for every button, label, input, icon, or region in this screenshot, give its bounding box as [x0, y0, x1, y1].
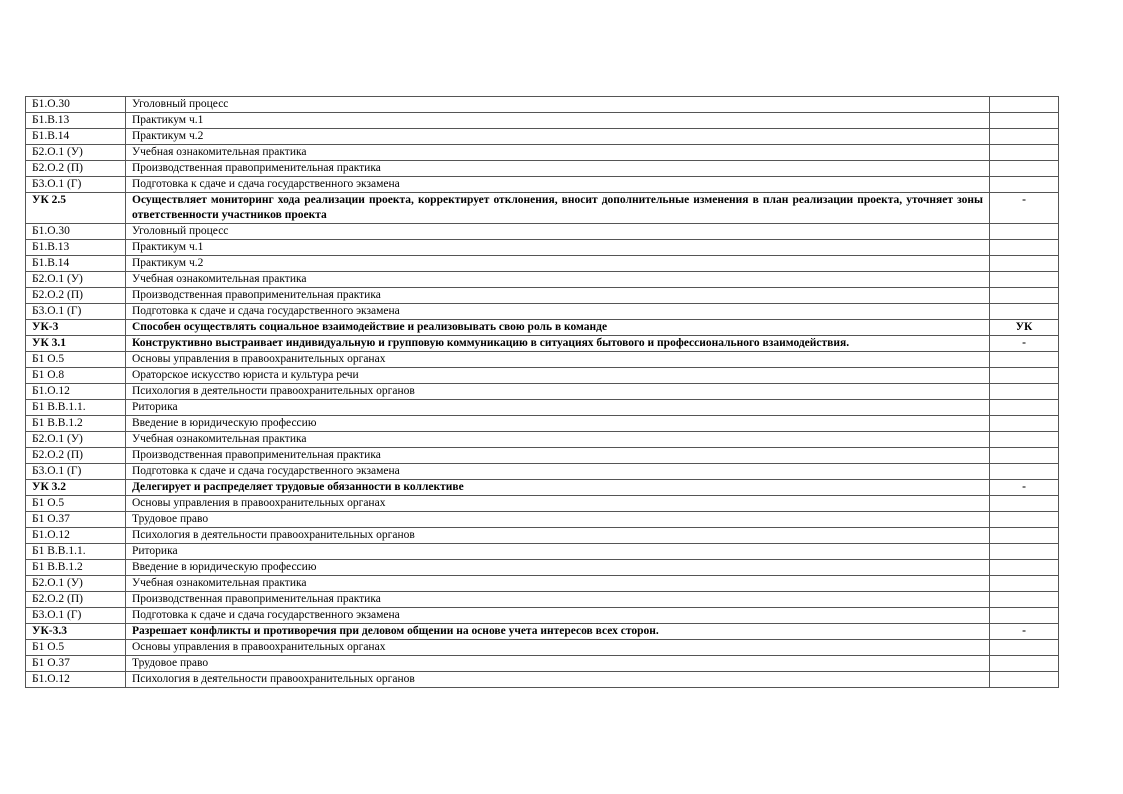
- mark-cell: [990, 113, 1059, 129]
- discipline-row: [26, 129, 1059, 145]
- discipline-name-cell: Психология в деятельности правоохранительных органов: [126, 528, 990, 544]
- mark-cell: [990, 592, 1059, 608]
- discipline-row: [26, 113, 1059, 129]
- discipline-name-cell: Риторика: [126, 544, 990, 560]
- discipline-code-cell: Б2.О.1 (У): [26, 272, 126, 288]
- discipline-name-cell: Производственная правоприменительная практика: [126, 288, 990, 304]
- discipline-row: [26, 672, 1059, 688]
- discipline-name-cell: Практикум ч.2: [126, 256, 990, 272]
- mark-cell: [990, 528, 1059, 544]
- competency-row: [26, 320, 1059, 336]
- mark-cell: [990, 304, 1059, 320]
- discipline-row: [26, 656, 1059, 672]
- mark-cell: [990, 512, 1059, 528]
- discipline-name-cell: Трудовое право: [126, 512, 990, 528]
- discipline-row: [26, 97, 1059, 113]
- mark-cell: [990, 432, 1059, 448]
- discipline-row: [26, 544, 1059, 560]
- discipline-name-cell: Основы управления в правоохранительных органах: [126, 640, 990, 656]
- discipline-row: [26, 416, 1059, 432]
- mark-cell: [990, 97, 1059, 113]
- discipline-name-cell: Учебная ознакомительная практика: [126, 145, 990, 161]
- mark-cell: [990, 496, 1059, 512]
- discipline-row: [26, 145, 1059, 161]
- discipline-code-cell: Б1 О.37: [26, 656, 126, 672]
- mark-cell: [990, 129, 1059, 145]
- discipline-row: [26, 400, 1059, 416]
- discipline-name-cell: Практикум ч.1: [126, 240, 990, 256]
- discipline-code-cell: Б1.О.30: [26, 97, 126, 113]
- competency-description-cell: Делегирует и распределяет трудовые обязанности в коллективе: [126, 480, 990, 496]
- discipline-name-cell: Психология в деятельности правоохранительных органов: [126, 672, 990, 688]
- discipline-name-cell: Уголовный процесс: [126, 97, 990, 113]
- discipline-name-cell: Подготовка к сдаче и сдача государственного экзамена: [126, 177, 990, 193]
- discipline-row: [26, 448, 1059, 464]
- discipline-code-cell: Б1.В.13: [26, 240, 126, 256]
- competency-code-cell: УК-3: [26, 320, 126, 336]
- mark-cell: -: [990, 193, 1059, 224]
- mark-cell: [990, 656, 1059, 672]
- discipline-code-cell: Б1.О.12: [26, 672, 126, 688]
- competency-row: [26, 624, 1059, 640]
- discipline-row: [26, 576, 1059, 592]
- discipline-code-cell: Б1 О.8: [26, 368, 126, 384]
- discipline-code-cell: Б2.О.2 (П): [26, 161, 126, 177]
- discipline-code-cell: Б1 О.37: [26, 512, 126, 528]
- mark-cell: [990, 640, 1059, 656]
- discipline-row: [26, 240, 1059, 256]
- discipline-row: [26, 256, 1059, 272]
- mark-cell: [990, 672, 1059, 688]
- discipline-row: [26, 368, 1059, 384]
- discipline-code-cell: Б1 В.В.1.2: [26, 416, 126, 432]
- mark-cell: УК: [990, 320, 1059, 336]
- discipline-row: [26, 177, 1059, 193]
- mark-cell: [990, 256, 1059, 272]
- discipline-row: [26, 528, 1059, 544]
- discipline-name-cell: Практикум ч.2: [126, 129, 990, 145]
- discipline-row: [26, 640, 1059, 656]
- discipline-code-cell: Б2.О.1 (У): [26, 432, 126, 448]
- mark-cell: [990, 224, 1059, 240]
- discipline-code-cell: Б2.О.2 (П): [26, 288, 126, 304]
- discipline-row: [26, 224, 1059, 240]
- competency-description-cell: Осуществляет мониторинг хода реализации проекта, корректирует отклонения, вносит дополнительные изменения в план реализации проекта, уточняет зоны ответственности участников проекта: [126, 193, 990, 224]
- discipline-code-cell: Б1.О.30: [26, 224, 126, 240]
- discipline-name-cell: Учебная ознакомительная практика: [126, 432, 990, 448]
- competency-row: [26, 336, 1059, 352]
- discipline-code-cell: Б1 О.5: [26, 352, 126, 368]
- mark-cell: [990, 560, 1059, 576]
- discipline-row: [26, 496, 1059, 512]
- mark-cell: [990, 240, 1059, 256]
- mark-cell: [990, 400, 1059, 416]
- discipline-name-cell: Учебная ознакомительная практика: [126, 576, 990, 592]
- discipline-code-cell: Б1 В.В.1.2: [26, 560, 126, 576]
- mark-cell: [990, 544, 1059, 560]
- mark-cell: [990, 416, 1059, 432]
- discipline-row: [26, 384, 1059, 400]
- discipline-name-cell: Ораторское искусство юриста и культура речи: [126, 368, 990, 384]
- discipline-code-cell: Б1 О.5: [26, 640, 126, 656]
- discipline-row: [26, 352, 1059, 368]
- discipline-row: [26, 464, 1059, 480]
- competency-code-cell: УК-3.3: [26, 624, 126, 640]
- competency-code-cell: УК 3.2: [26, 480, 126, 496]
- discipline-code-cell: Б3.О.1 (Г): [26, 464, 126, 480]
- discipline-name-cell: Подготовка к сдаче и сдача государственного экзамена: [126, 304, 990, 320]
- discipline-code-cell: Б1.В.14: [26, 256, 126, 272]
- discipline-code-cell: Б3.О.1 (Г): [26, 304, 126, 320]
- mark-cell: -: [990, 480, 1059, 496]
- discipline-name-cell: Подготовка к сдаче и сдача государственного экзамена: [126, 608, 990, 624]
- competency-description-cell: Способен осуществлять социальное взаимодействие и реализовывать свою роль в команде: [126, 320, 990, 336]
- competency-row: [26, 193, 1059, 224]
- discipline-code-cell: Б3.О.1 (Г): [26, 608, 126, 624]
- discipline-name-cell: Введение в юридическую профессию: [126, 416, 990, 432]
- mark-cell: [990, 288, 1059, 304]
- mark-cell: [990, 384, 1059, 400]
- discipline-row: [26, 288, 1059, 304]
- competency-discipline-table: [25, 96, 1059, 688]
- discipline-code-cell: Б1 В.В.1.1.: [26, 400, 126, 416]
- discipline-code-cell: Б2.О.1 (У): [26, 145, 126, 161]
- discipline-name-cell: Основы управления в правоохранительных органах: [126, 352, 990, 368]
- discipline-code-cell: Б1.О.12: [26, 384, 126, 400]
- discipline-name-cell: Уголовный процесс: [126, 224, 990, 240]
- mark-cell: -: [990, 624, 1059, 640]
- discipline-row: [26, 592, 1059, 608]
- discipline-name-cell: Психология в деятельности правоохранительных органов: [126, 384, 990, 400]
- discipline-name-cell: Введение в юридическую профессию: [126, 560, 990, 576]
- mark-cell: [990, 145, 1059, 161]
- discipline-row: [26, 608, 1059, 624]
- discipline-row: [26, 304, 1059, 320]
- discipline-row: [26, 512, 1059, 528]
- mark-cell: -: [990, 336, 1059, 352]
- mark-cell: [990, 161, 1059, 177]
- discipline-name-cell: Трудовое право: [126, 656, 990, 672]
- discipline-code-cell: Б2.О.2 (П): [26, 448, 126, 464]
- competency-description-cell: Разрешает конфликты и противоречия при деловом общении на основе учета интересов всех сторон.: [126, 624, 990, 640]
- competency-code-cell: УК 3.1: [26, 336, 126, 352]
- competency-code-cell: УК 2.5: [26, 193, 126, 224]
- discipline-row: [26, 432, 1059, 448]
- discipline-name-cell: Учебная ознакомительная практика: [126, 272, 990, 288]
- discipline-code-cell: Б1.В.14: [26, 129, 126, 145]
- mark-cell: [990, 464, 1059, 480]
- mark-cell: [990, 368, 1059, 384]
- discipline-name-cell: Практикум ч.1: [126, 113, 990, 129]
- competency-row: [26, 480, 1059, 496]
- discipline-name-cell: Основы управления в правоохранительных органах: [126, 496, 990, 512]
- mark-cell: [990, 608, 1059, 624]
- mark-cell: [990, 177, 1059, 193]
- mark-cell: [990, 576, 1059, 592]
- discipline-code-cell: Б3.О.1 (Г): [26, 177, 126, 193]
- discipline-name-cell: Производственная правоприменительная практика: [126, 448, 990, 464]
- discipline-name-cell: Подготовка к сдаче и сдача государственного экзамена: [126, 464, 990, 480]
- mark-cell: [990, 272, 1059, 288]
- discipline-code-cell: Б1 О.5: [26, 496, 126, 512]
- discipline-row: [26, 161, 1059, 177]
- mark-cell: [990, 352, 1059, 368]
- discipline-code-cell: Б2.О.2 (П): [26, 592, 126, 608]
- discipline-code-cell: Б2.О.1 (У): [26, 576, 126, 592]
- table-body: [26, 97, 1059, 688]
- discipline-row: [26, 272, 1059, 288]
- discipline-name-cell: Риторика: [126, 400, 990, 416]
- discipline-code-cell: Б1.О.12: [26, 528, 126, 544]
- competency-description-cell: Конструктивно выстраивает индивидуальную и групповую коммуникацию в ситуациях бытового и профессионального взаимодействия.: [126, 336, 990, 352]
- discipline-name-cell: Производственная правоприменительная практика: [126, 592, 990, 608]
- discipline-row: [26, 560, 1059, 576]
- discipline-code-cell: Б1 В.В.1.1.: [26, 544, 126, 560]
- discipline-name-cell: Производственная правоприменительная практика: [126, 161, 990, 177]
- discipline-code-cell: Б1.В.13: [26, 113, 126, 129]
- mark-cell: [990, 448, 1059, 464]
